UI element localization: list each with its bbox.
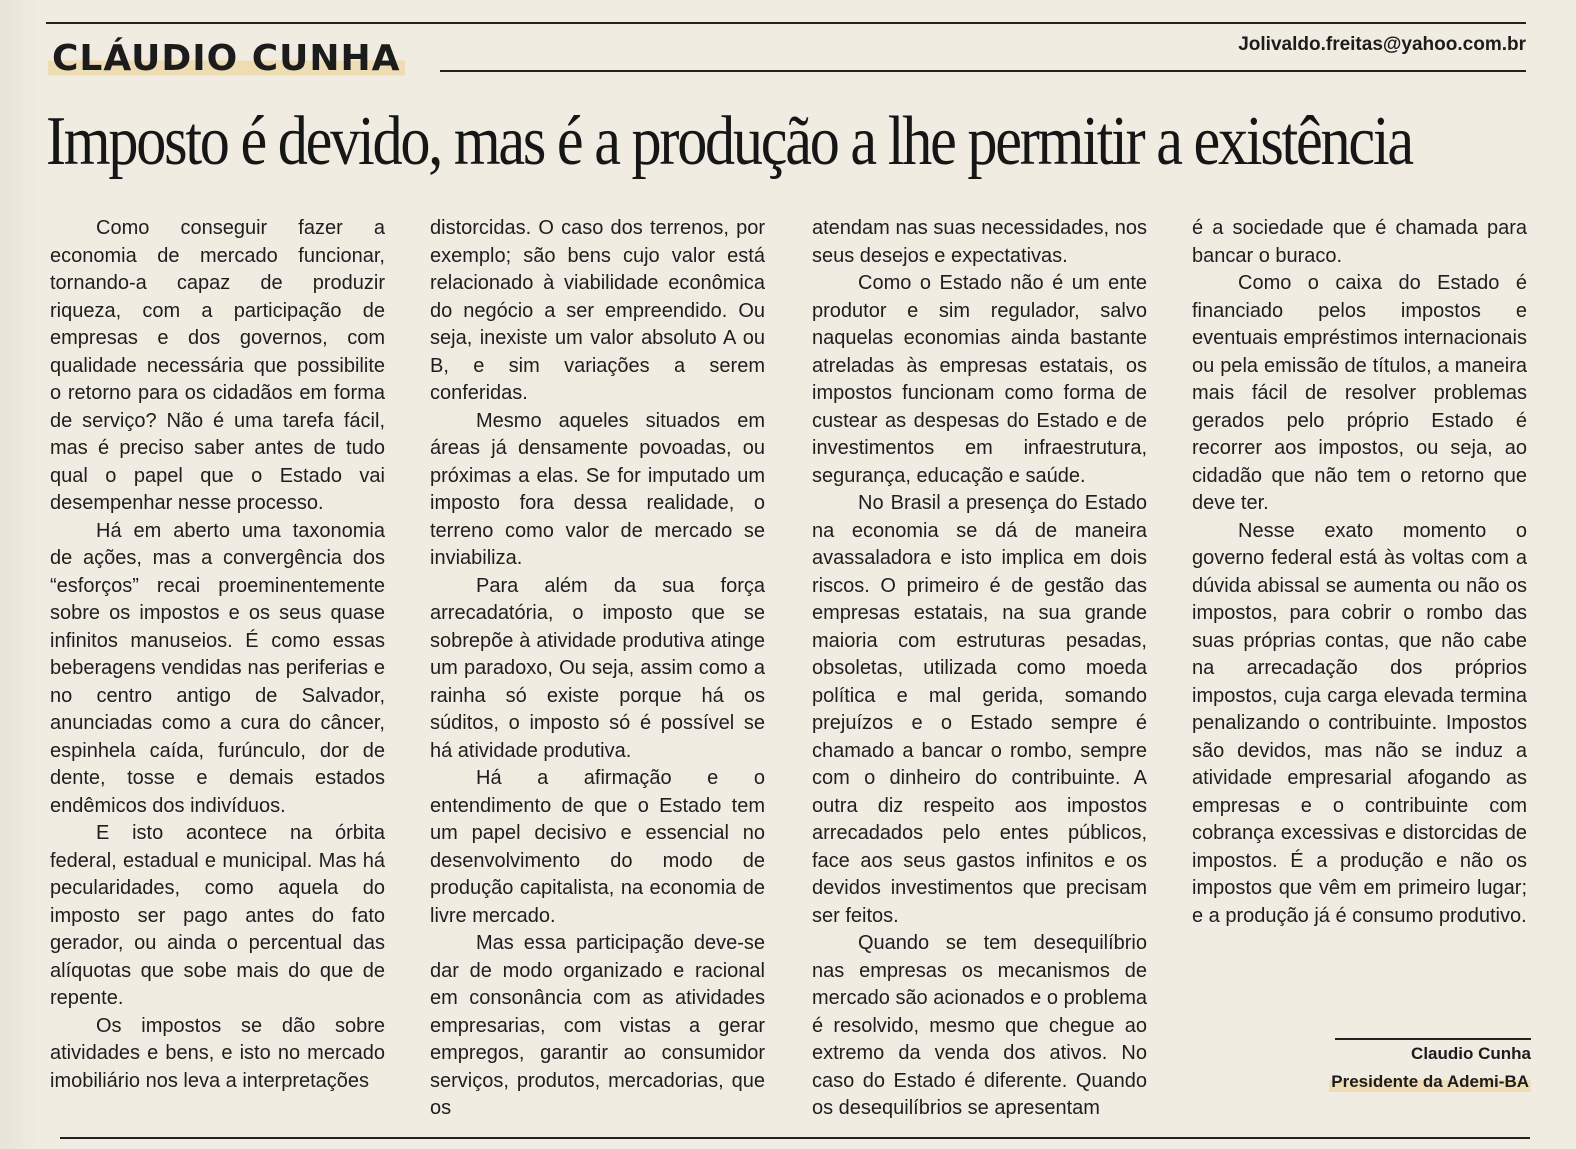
paragraph: Quando se tem desequilíbrio nas empresas os mecanismos de mercado são acionados e o problema é resolvido, mesmo que chegue ao extremo da venda dos ativos. No caso do Estado é diferente. Quando os desequilíbrios se apresentam	[812, 932, 1147, 1119]
paragraph: E isto acontece na órbita federal, estadual e municipal. Mas há pecularidades, como aquela do imposto ser pago antes do fato gerador, ou ainda o percentual das alíquotas que sobe mais do que de repente.	[50, 822, 385, 1009]
article-column-2	[430, 215, 765, 1123]
header-rule	[440, 70, 1526, 72]
paragraph: é a sociedade que é chamada para bancar o buraco.	[1192, 217, 1527, 267]
paragraph: Há em aberto uma taxonomia de ações, mas a convergência dos “esforços” recai proeminentemente sobre os impostos e os seus quase infinitos manuseios. É como essas beberagens vendidas nas periferias e no centro antigo de Salvador, anunciadas como a cura do câncer, espinhela caída, furúnculo, dor de dente, tosse e demais estados endêmicos dos indivíduos.	[50, 519, 385, 817]
paragraph: Como o caixa do Estado é financiado pelos impostos e eventuais empréstimos internacionais ou pela emissão de títulos, a maneira mais fácil de resolver problemas gerados pelo próprio Estado é recorrer aos impostos, ou seja, ao cidadão que não tem o retorno que deve ter.	[1192, 272, 1527, 514]
paragraph: Nesse exato momento o governo federal está às voltas com a dúvida abissal se aumenta ou não os impostos, para cobrir o rombo das suas próprias contas, que não cabe na arrecadação dos próprios impostos, cuja carga elevada termina penalizando o contribuinte. Impostos são devidos, mas não se induz a atividade empresarial afogando as empresas e o contribuinte com cobrança excessivas e distorcidas de impostos. É a produção e não os impostos que vêm em primeiro lugar; e a produção já é consumo produtivo.	[1192, 519, 1527, 927]
paragraph: Como conseguir fazer a economia de mercado funcionar, tornando-a capaz de produzir riqueza, com a participação de empresas e dos governos, com qualidade necessária que possibilite o retorno para os cidadãos em forma de serviço? Não é uma tarefa fácil, mas é preciso saber antes de tudo qual o papel que o Estado vai desempenhar nesse processo.	[50, 217, 385, 514]
paragraph: Como o Estado não é um ente produtor e sim regulador, salvo naquelas economias ainda bastante atreladas às empresas estatais, os impostos funcionam como forma de custear as despesas do Estado e de investimentos em infraestrutura, segurança, educação e saúde.	[812, 272, 1147, 487]
article-headline: Imposto é devido, mas é a produção a lhe permitir a existência	[46, 103, 1412, 180]
columnist-name: CLÁUDIO CUNHA	[48, 38, 405, 79]
paragraph: Há a afirmação e o entendimento de que o Estado tem um papel decisivo e essencial no desenvolvimento do modo de produção capitalista, na economia de livre mercado.	[430, 767, 765, 927]
paragraph: Os impostos se dão sobre atividades e bens, e isto no mercado imobiliário nos leva a interpretações	[50, 1014, 385, 1092]
paragraph: Mas essa participação deve-se dar de modo organizado e racional em consonância com as atividades empresarias, com vistas a gerar empregos, garantir ao consumidor serviços, produtos, mercadorias, que os	[430, 932, 765, 1119]
paragraph: Para além da sua força arrecadatória, o imposto que se sobrepõe à atividade produtiva atinge um paradoxo, Ou seja, assim como a rainha só existe porque há os súditos, o imposto só é possível se há atividade produtiva.	[430, 574, 765, 762]
paragraph: distorcidas. O caso dos terrenos, por exemplo; são bens cujo valor está relacionado à viabilidade econômica do negócio a ser empreendido. Ou seja, inexiste um valor absoluto A ou B, e sim variações a serem conferidas.	[430, 217, 765, 404]
article-column-3	[812, 215, 1147, 1123]
bottom-rule	[60, 1137, 1530, 1139]
signature-role: Presidente da Ademi-BA	[1331, 1072, 1529, 1091]
signature-name: Claudio Cunha	[1411, 1044, 1531, 1063]
paragraph: atendam nas suas necessidades, nos seus desejos e expectativas.	[812, 217, 1147, 267]
article-column-4	[1192, 215, 1527, 930]
paragraph: Mesmo aqueles situados em áreas já densamente povoadas, ou próximas a elas. Se for imputado um imposto fora dessa realidade, o terreno como valor de mercado se inviabiliza.	[430, 409, 765, 569]
signature-rule	[1335, 1038, 1531, 1040]
article-column-1	[50, 215, 385, 1095]
columnist-email: Jolivaldo.freitas@yahoo.com.br	[1238, 34, 1526, 55]
top-rule	[46, 22, 1526, 24]
paragraph: No Brasil a presença do Estado na economia se dá de maneira avassaladora e isto implica em dois riscos. O primeiro é de gestão das empresas estatais, na sua grande maioria com estruturas pesadas, obsoletas, utilizada como moeda política e mal gerida, somando prejuízos e o Estado sempre é chamado a bancar o rombo, sempre com o dinheiro do contribuinte. A outra diz respeito aos impostos arrecadados pelo entes públicos, face aos seus gastos infinitos e os devidos investimentos que precisam ser feitos.	[812, 492, 1147, 927]
